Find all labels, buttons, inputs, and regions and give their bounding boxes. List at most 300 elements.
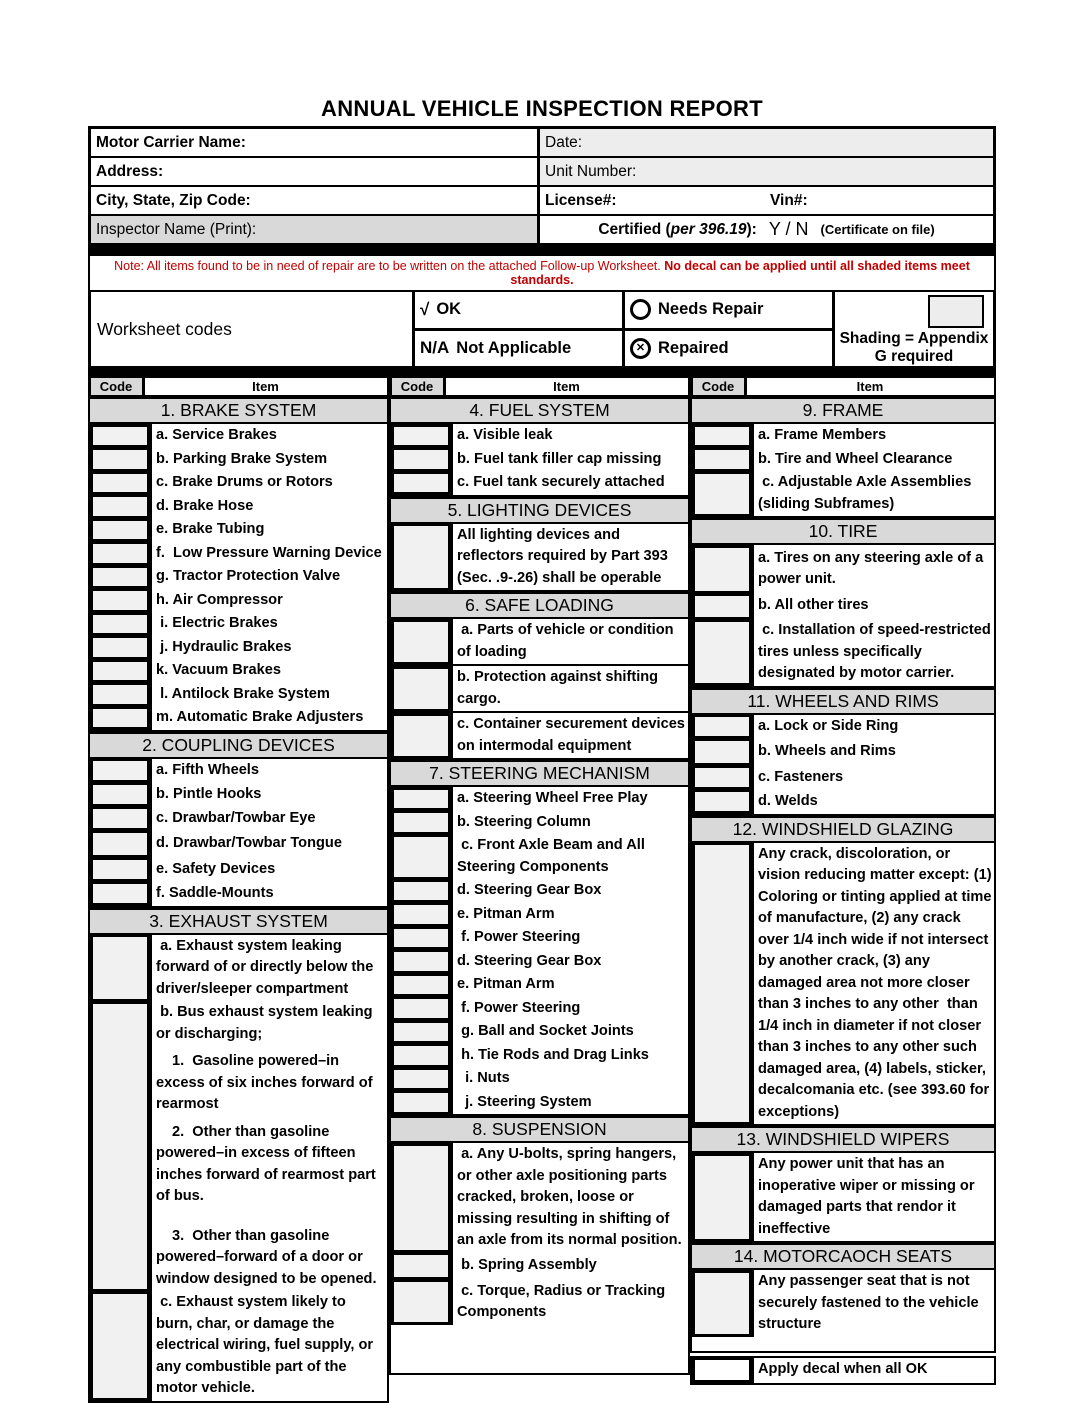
section-9-frame — [690, 397, 996, 518]
item-label: a. Frame Members — [758, 427, 887, 443]
inspection-row — [391, 664, 688, 711]
item-cell — [752, 593, 994, 619]
code-entry-box[interactable] — [695, 622, 749, 684]
code-entry-box[interactable] — [394, 952, 448, 971]
item-cell — [150, 565, 387, 589]
item-label: b. Steering Column — [457, 813, 591, 830]
code-cell — [692, 715, 752, 739]
inspection-row — [692, 715, 994, 739]
circle-icon — [630, 299, 651, 320]
code-entry-box[interactable] — [93, 521, 147, 540]
code-entry-box[interactable] — [93, 544, 147, 563]
inspection-row — [90, 858, 387, 882]
inspection-row — [391, 424, 688, 448]
item-cell — [451, 879, 688, 903]
item-cell — [150, 807, 387, 831]
code-entry-box[interactable] — [394, 669, 448, 709]
code-entry-box[interactable] — [93, 709, 147, 728]
code-entry-box[interactable] — [394, 813, 448, 832]
code-entry-box[interactable] — [93, 833, 147, 855]
code-item-header — [88, 376, 389, 397]
item-label: Any crack, discoloration, or vision reducing matter except: (1) Coloring or tinting applied at time of manufacture, (2) any crack over 1/4 inch wide if not intersect by another crack, (3) any damaged area not more closer than 3 inches to any other than 1/4 inch in diameter if not closer than 3 inches to any other such damaged area, (4) labels, sticker, decalcomania etc. (see 393.60 for exceptions) — [758, 845, 996, 1120]
section-7-steering-mechanism — [389, 760, 690, 1116]
inspection-row — [391, 973, 688, 997]
code-entry-box[interactable] — [695, 768, 749, 787]
shading-legend — [835, 292, 993, 366]
item-cell — [451, 448, 688, 472]
motor-carrier-name-input-area[interactable] — [246, 130, 532, 155]
item-cell — [752, 424, 994, 448]
section-12-windshield-glazing — [690, 816, 996, 1127]
table-row — [91, 214, 993, 243]
code-cell — [90, 683, 150, 707]
item-cell — [451, 811, 688, 835]
inspection-row — [391, 903, 688, 927]
code-entry-box[interactable] — [93, 497, 147, 516]
section-header: 14. MOTORCAOCH SEATS — [692, 1243, 994, 1270]
code-cell — [391, 1091, 451, 1115]
code-cell — [391, 1020, 451, 1044]
column-1 — [88, 376, 389, 1403]
code-entry-box[interactable] — [93, 1294, 147, 1399]
section-header: 6. SAFE LOADING — [391, 592, 688, 619]
ok-label: OK — [436, 300, 462, 319]
inspection-row — [391, 1020, 688, 1044]
city-state-zip-input-area[interactable] — [251, 188, 532, 213]
address-input-area[interactable] — [163, 159, 532, 184]
section-header: 1. BRAKE SYSTEM — [90, 397, 387, 424]
section-footer — [690, 1356, 996, 1385]
inspection-row — [90, 589, 387, 613]
date-input-area[interactable] — [582, 130, 988, 155]
check-icon: √ — [420, 299, 430, 319]
item-label: d. Steering Gear Box — [457, 882, 602, 898]
code-cell — [391, 1044, 451, 1068]
unit-number-cell — [540, 158, 993, 185]
item-cell — [752, 766, 994, 790]
inspector-name-label: Inspector Name (Print): — [96, 220, 257, 238]
code-entry-box[interactable] — [695, 717, 749, 736]
code-cell — [391, 619, 451, 664]
unit-number-input-area[interactable] — [636, 159, 988, 184]
code-entry-box[interactable] — [695, 1156, 749, 1239]
vin-label: Vin#: — [770, 191, 808, 209]
code-entry-box[interactable] — [394, 929, 448, 948]
code-cell — [90, 1001, 150, 1291]
item-cell — [451, 1044, 688, 1068]
code-cell — [391, 926, 451, 950]
item-label: a. Exhaust system leaking forward of or directly below the driver/sleeper compartment — [156, 937, 378, 997]
inspection-row — [90, 831, 387, 858]
code-cell — [90, 935, 150, 1002]
circle-x-icon: ✕ — [630, 338, 651, 359]
item-column-header: Item — [145, 378, 387, 395]
item-sublabel: 1. Gasoline powered–in excess of six inches forward of rearmost — [156, 1053, 377, 1112]
item-cell — [451, 787, 688, 811]
code-cell — [391, 471, 451, 495]
code-column-header: Code — [693, 378, 744, 395]
table-row — [91, 185, 993, 214]
section-header: 13. WINDSHIELD WIPERS — [692, 1126, 994, 1153]
table-row — [91, 129, 993, 156]
divider-bar — [88, 246, 996, 256]
code-entry-box[interactable] — [394, 905, 448, 924]
inspection-row — [692, 593, 994, 619]
item-cell — [752, 739, 994, 766]
inspection-row — [90, 659, 387, 683]
item-cell — [451, 713, 688, 758]
code-entry-box[interactable] — [394, 716, 448, 756]
item-cell — [150, 706, 387, 730]
shading-label: Shading = Appendix G required — [839, 330, 989, 365]
inspection-row — [90, 424, 387, 448]
code-entry-box[interactable] — [695, 1273, 749, 1335]
inspection-row — [90, 1001, 387, 1291]
code-cell — [692, 593, 752, 619]
code-cell — [90, 659, 150, 683]
code-entry-box[interactable] — [695, 741, 749, 763]
inspection-row — [90, 683, 387, 707]
motor-carrier-name-cell — [91, 129, 540, 156]
item-label: c. Installation of speed-restricted tires unless specifically designated by motor carrier. — [758, 622, 995, 681]
code-entry-box[interactable] — [93, 427, 147, 446]
codes-column-right — [625, 292, 835, 366]
item-label: b. All other tires — [758, 597, 869, 614]
inspection-row — [90, 565, 387, 589]
code-cell — [692, 790, 752, 814]
motor-carrier-name-label: Motor Carrier Name: — [96, 133, 246, 151]
code-entry-box[interactable] — [695, 1360, 749, 1380]
inspection-row — [90, 1291, 387, 1401]
section-1-brake-system — [88, 397, 389, 732]
item-cell — [150, 471, 387, 495]
inspection-row — [391, 1280, 688, 1373]
item-cell — [752, 1270, 994, 1337]
code-entry-box[interactable] — [394, 837, 448, 877]
code-entry-box[interactable] — [695, 548, 749, 591]
code-ok — [415, 292, 622, 328]
inspection-row — [692, 619, 994, 686]
code-entry-box[interactable] — [394, 1023, 448, 1042]
code-cell — [90, 589, 150, 613]
item-cell — [150, 542, 387, 566]
city-state-zip-label: City, State, Zip Code: — [96, 191, 251, 209]
item-cell — [150, 831, 387, 858]
inspection-row — [90, 471, 387, 495]
vin-input-area[interactable] — [808, 188, 988, 213]
code-cell — [391, 713, 451, 758]
item-label: All lighting devices and reflectors required by Part 393 (Sec. .9-.26) shall be operable — [457, 526, 672, 586]
section-header: 12. WINDSHIELD GLAZING — [692, 816, 994, 843]
item-label: b. Protection against shifting cargo. — [457, 669, 663, 707]
repair-note-text: Note: All items found to be in need of repair are to be written on the attached Follow-up Worksheet. — [114, 259, 665, 273]
code-cell — [692, 545, 752, 593]
na-symbol: N/A — [420, 338, 450, 358]
item-label: a. Steering Wheel Free Play — [457, 790, 648, 806]
section-header: 3. EXHAUST SYSTEM — [90, 908, 387, 935]
code-cell — [90, 636, 150, 660]
item-label: e. Pitman Arm — [457, 976, 555, 992]
item-label: f. Power Steering — [457, 929, 581, 945]
inspection-row — [692, 766, 994, 790]
code-column-header: Code — [91, 378, 142, 395]
item-label: Apply decal when all OK — [758, 1361, 928, 1378]
unit-number-label: Unit Number: — [545, 162, 637, 180]
inspection-row — [692, 471, 994, 516]
inspection-row — [391, 811, 688, 835]
address-cell — [91, 158, 540, 185]
code-cell — [90, 471, 150, 495]
item-cell — [451, 1143, 688, 1253]
code-entry-box[interactable] — [394, 790, 448, 809]
item-sublabel: 3. Other than gasoline powered–forward of a door or window designed to be opened. — [156, 1227, 377, 1287]
codes-column-left — [415, 292, 625, 366]
code-entry-box[interactable] — [695, 474, 749, 514]
code-cell — [391, 1253, 451, 1280]
code-entry-box[interactable] — [93, 884, 147, 903]
item-label: b. Fuel tank filler cap missing — [457, 450, 662, 467]
item-cell — [752, 843, 994, 1125]
code-entry-box[interactable] — [93, 615, 147, 634]
section-header: 4. FUEL SYSTEM — [391, 397, 688, 424]
code-entry-box[interactable] — [695, 427, 749, 446]
code-cell — [692, 766, 752, 790]
code-entry-box[interactable] — [394, 1070, 448, 1089]
item-cell — [451, 619, 688, 664]
code-entry-box[interactable] — [93, 761, 147, 780]
code-entry-box[interactable] — [93, 785, 147, 804]
code-cell — [90, 424, 150, 448]
item-label: h. Tie Rods and Drag Links — [457, 1046, 649, 1063]
code-entry-box[interactable] — [394, 1282, 448, 1322]
inspection-row — [391, 711, 688, 758]
item-label: Any passenger seat that is not securely fastened to the vehicle structure — [758, 1273, 983, 1332]
code-entry-box[interactable] — [394, 1255, 448, 1277]
code-entry-box[interactable] — [93, 860, 147, 879]
code-entry-box[interactable] — [93, 568, 147, 587]
inspection-row — [90, 636, 387, 660]
date-cell — [540, 129, 993, 156]
code-cell — [391, 524, 451, 591]
code-entry-box[interactable] — [394, 1046, 448, 1065]
divider-bar — [88, 369, 996, 376]
code-needs-repair — [625, 292, 832, 328]
code-entry-box[interactable] — [394, 882, 448, 901]
code-entry-box[interactable] — [394, 474, 448, 493]
inspection-row — [90, 759, 387, 783]
code-cell — [692, 424, 752, 448]
item-sublabel: 2. Other than gasoline powered–in excess of fifteen inches forward of rearmost part of bus. — [156, 1123, 380, 1204]
code-entry-box[interactable] — [394, 450, 448, 469]
code-entry-box[interactable] — [695, 450, 749, 469]
item-label: c. Exhaust system likely to burn, char, or damage the electrical wiring, fuel supply, or any combustible part of the motor vehicle. — [156, 1294, 378, 1396]
item-cell — [150, 448, 387, 472]
item-label: e. Safety Devices — [156, 860, 276, 877]
inspection-row — [391, 1067, 688, 1091]
code-entry-box[interactable] — [93, 809, 147, 828]
inspection-row — [90, 882, 387, 906]
inspection-row — [692, 545, 994, 593]
item-cell — [150, 636, 387, 660]
inspection-row — [692, 843, 994, 1125]
item-column-header: Item — [747, 378, 994, 395]
item-cell — [752, 1358, 994, 1383]
code-cell — [391, 448, 451, 472]
item-cell — [451, 973, 688, 997]
section-2-coupling-devices — [88, 732, 389, 908]
item-label: f. Power Steering — [457, 999, 581, 1016]
code-entry-box[interactable] — [695, 596, 749, 617]
item-label: b. Bus exhaust system leaking or discharging; — [156, 1004, 377, 1042]
code-cell — [90, 706, 150, 730]
code-entry-box[interactable] — [394, 999, 448, 1018]
carrier-info-table — [88, 126, 996, 246]
needs-repair-label: Needs Repair — [658, 300, 764, 319]
code-entry-box[interactable] — [394, 1093, 448, 1112]
code-cell — [692, 843, 752, 1125]
code-entry-box[interactable] — [695, 845, 749, 1122]
code-entry-box[interactable] — [93, 685, 147, 704]
section-14-motorcaoch-seats — [690, 1243, 996, 1353]
inspector-name-input-area[interactable] — [256, 217, 532, 242]
code-entry-box[interactable] — [695, 792, 749, 811]
section-header: 7. STEERING MECHANISM — [391, 760, 688, 787]
inspection-row — [391, 879, 688, 903]
inspection-row — [692, 790, 994, 814]
item-label: a. Fifth Wheels — [156, 761, 259, 778]
item-label: d. Welds — [758, 792, 818, 809]
section-header: 9. FRAME — [692, 397, 994, 424]
item-cell — [150, 612, 387, 636]
item-label: i. Electric Brakes — [156, 615, 278, 631]
item-label: b. Wheels and Rims — [758, 743, 896, 760]
item-cell — [150, 589, 387, 613]
inspection-row — [90, 783, 387, 807]
inspection-row — [90, 495, 387, 519]
inspection-row — [391, 1044, 688, 1068]
certificate-on-file-note: (Certificate on file) — [820, 222, 935, 237]
na-label: Not Applicable — [456, 338, 572, 357]
code-na — [415, 328, 622, 367]
inspection-columns — [88, 376, 996, 1403]
item-label: a. Lock or Side Ring — [758, 717, 899, 734]
item-cell — [451, 524, 688, 591]
code-entry-box[interactable] — [93, 638, 147, 657]
inspection-row — [391, 524, 688, 591]
item-cell — [451, 471, 688, 495]
code-entry-box[interactable] — [93, 474, 147, 493]
item-cell — [150, 935, 387, 1002]
inspection-row — [391, 1091, 688, 1115]
section-header: 11. WHEELS AND RIMS — [692, 688, 994, 715]
inspection-row — [90, 518, 387, 542]
inspection-row — [90, 706, 387, 730]
code-cell — [90, 565, 150, 589]
certified-yn-choice[interactable]: Y / N — [768, 219, 809, 239]
column-3 — [690, 376, 996, 1385]
code-cell — [391, 666, 451, 711]
inspection-row — [692, 739, 994, 766]
code-entry-box[interactable] — [394, 526, 448, 588]
code-cell — [391, 997, 451, 1021]
code-cell — [90, 831, 150, 858]
code-column-header: Code — [392, 378, 443, 395]
code-cell — [391, 811, 451, 835]
code-entry-box[interactable] — [394, 976, 448, 995]
item-label: k. Vacuum Brakes — [156, 662, 281, 678]
item-label: c. Adjustable Axle Assemblies (sliding Subframes) — [758, 474, 976, 512]
item-cell — [150, 659, 387, 683]
item-cell — [150, 495, 387, 519]
code-cell — [90, 1291, 150, 1401]
license-vin-cell — [540, 187, 993, 214]
item-cell — [150, 882, 387, 906]
inspection-row — [391, 1253, 688, 1280]
code-cell — [391, 1143, 451, 1253]
item-label: b. Pintle Hooks — [156, 785, 262, 802]
item-label: e. Pitman Arm — [457, 905, 555, 922]
code-entry-box[interactable] — [394, 1146, 448, 1251]
item-cell — [451, 997, 688, 1021]
inspection-row — [391, 997, 688, 1021]
item-label: d. Steering Gear Box — [457, 952, 602, 969]
item-label: d. Brake Hose — [156, 497, 254, 514]
item-cell — [150, 858, 387, 882]
item-label: j. Steering System — [457, 1093, 592, 1110]
item-cell — [150, 1001, 387, 1291]
item-label: c. Drawbar/Towbar Eye — [156, 809, 316, 826]
code-cell — [90, 542, 150, 566]
code-entry-box[interactable] — [93, 937, 147, 999]
code-item-header — [389, 376, 690, 397]
code-cell — [90, 882, 150, 906]
code-cell — [391, 950, 451, 974]
code-cell — [90, 612, 150, 636]
item-label: c. Brake Drums or Rotors — [156, 474, 333, 490]
inspection-row — [90, 448, 387, 472]
item-label: c. Torque, Radius or Tracking Components — [457, 1282, 670, 1320]
item-label: a. Visible leak — [457, 427, 553, 443]
code-entry-box[interactable] — [93, 591, 147, 610]
item-cell — [150, 518, 387, 542]
section-5-lighting-devices — [389, 497, 690, 593]
item-label: i. Nuts — [457, 1070, 510, 1086]
inspection-row — [90, 807, 387, 831]
code-cell — [391, 973, 451, 997]
code-entry-box[interactable] — [93, 1004, 147, 1289]
code-entry-box[interactable] — [93, 450, 147, 469]
address-label: Address: — [96, 162, 164, 180]
code-cell — [692, 471, 752, 516]
section-header: 10. TIRE — [692, 518, 994, 545]
code-entry-box[interactable] — [394, 427, 448, 446]
item-label: j. Hydraulic Brakes — [156, 638, 292, 655]
code-cell — [391, 879, 451, 903]
item-cell — [451, 926, 688, 950]
item-label: f. Low Pressure Warning Device — [156, 544, 382, 561]
code-cell — [90, 759, 150, 783]
code-entry-box[interactable] — [394, 622, 448, 662]
city-state-zip-cell — [91, 187, 540, 214]
page-title: ANNUAL VEHICLE INSPECTION REPORT — [321, 96, 763, 121]
code-cell — [90, 783, 150, 807]
item-label: f. Saddle-Mounts — [156, 884, 274, 901]
code-entry-box[interactable] — [93, 662, 147, 681]
item-label: c. Fuel tank securely attached — [457, 474, 665, 490]
code-cell — [90, 518, 150, 542]
code-cell — [391, 424, 451, 448]
item-cell — [150, 683, 387, 707]
